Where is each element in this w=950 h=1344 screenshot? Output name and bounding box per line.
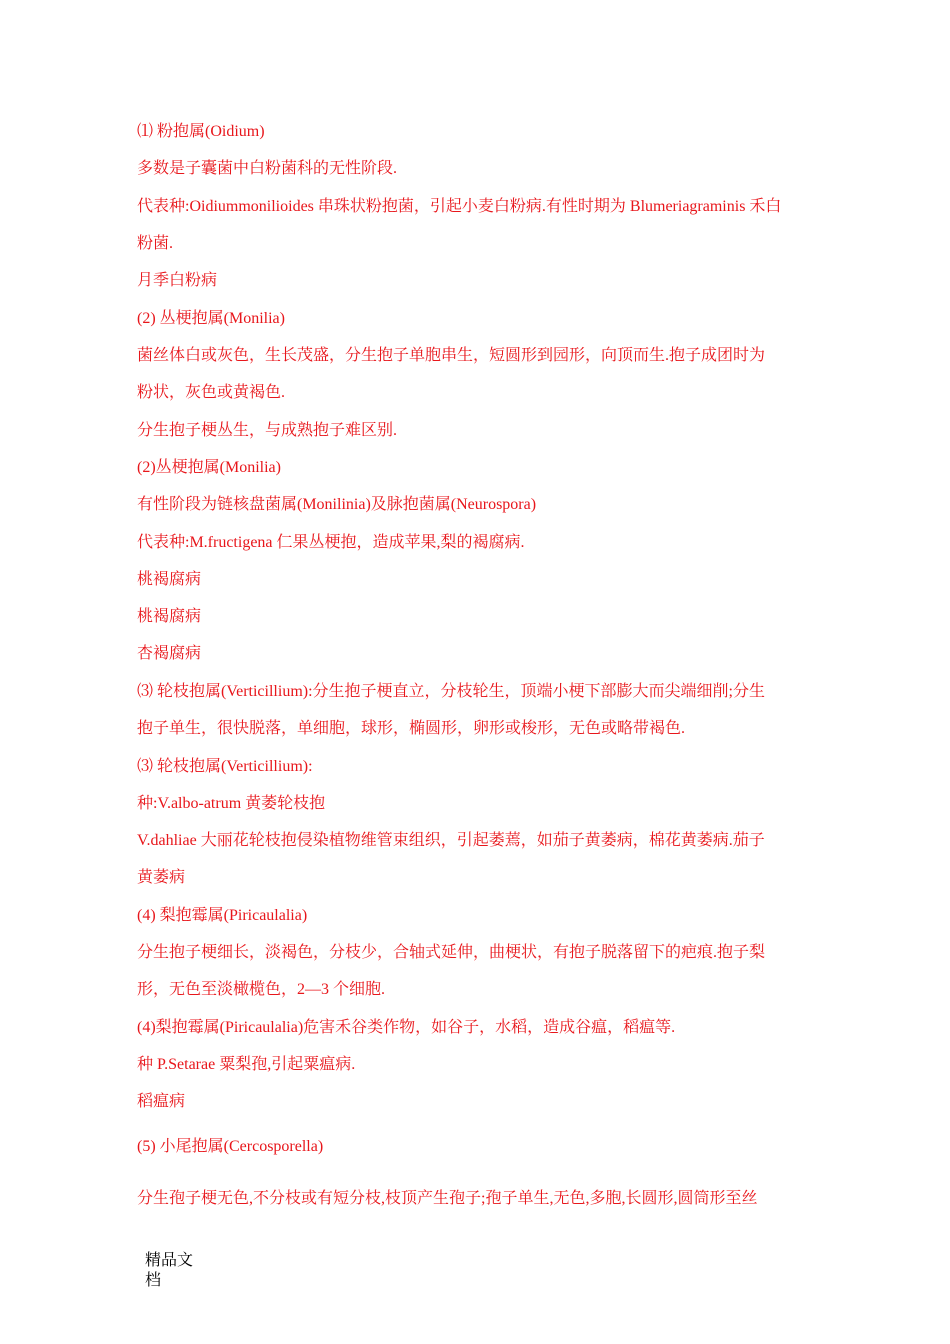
text-line: 粉菌. bbox=[137, 235, 174, 252]
text-line: 菌丝体白或灰色，生长茂盛，分生抱子单胞串生，短圆形到园形，向顶而生.抱子成团时为 bbox=[137, 347, 766, 364]
text-line: 分生抱子梗丛生，与成熟抱子难区别. bbox=[137, 422, 398, 439]
text-line: 多数是子囊菌中白粉菌科的无性阶段. bbox=[137, 160, 398, 177]
text-line: 稻瘟病 bbox=[137, 1093, 186, 1110]
text-line: 代表种:Oidiummonilioides 串珠状粉抱菌，引起小麦白粉病.有性时期为 Blumeriagraminis 禾白 bbox=[137, 198, 782, 215]
text-line: (4) 梨抱霉属(Piricaulalia) bbox=[137, 907, 308, 924]
text-line: 桃褐腐病 bbox=[137, 608, 202, 625]
text-line: 分生孢子梗无色,不分枝或有短分枝,枝顶产生孢子;孢子单生,无色,多胞,长圆形,圆筒形至丝 bbox=[137, 1190, 758, 1207]
page-footer: 精品文档 bbox=[145, 1252, 194, 1289]
text-line: 桃褐腐病 bbox=[137, 571, 202, 588]
text-line: 粉状，灰色或黄褐色. bbox=[137, 384, 286, 401]
text-line: 代表种:M.fructigena 仁果丛梗抱，造成苹果,梨的褐腐病. bbox=[137, 534, 525, 551]
text-line: (4)梨抱霉属(Piricaulalia)危害禾谷类作物，如谷子，水稻，造成谷瘟，稻瘟等. bbox=[137, 1019, 676, 1036]
text-line: ⑶ 轮枝抱属(Verticillium): bbox=[137, 758, 313, 775]
text-line: V.dahliae 大丽花轮枝抱侵染植物维管束组织，引起萎蔫，如茄子黄萎病，棉花黄萎病.茄子 bbox=[137, 832, 765, 849]
text-line: 黄萎病 bbox=[137, 869, 186, 886]
text-line: (2)丛梗抱属(Monilia) bbox=[137, 459, 281, 476]
text-line: 抱子单生，很快脱落，单细胞，球形，椭圆形，卵形或梭形，无色或略带褐色. bbox=[137, 720, 686, 737]
text-line: ⑴ 粉抱属(Oidium) bbox=[137, 123, 265, 140]
text-line: 杏褐腐病 bbox=[137, 645, 202, 662]
text-line: 种 P.Setarae 粟梨孢,引起粟瘟病. bbox=[137, 1056, 356, 1073]
text-line: ⑶ 轮枝抱属(Verticillium):分生抱子梗直立，分枝轮生，顶端小梗下部膨大而尖端细削;分生 bbox=[137, 683, 765, 700]
text-line: 分生抱子梗细长，淡褐色，分枝少，合轴式延伸，曲梗状，有抱子脱落留下的疤痕.抱子梨 bbox=[137, 944, 766, 961]
text-line: (2) 丛梗抱属(Monilia) bbox=[137, 310, 285, 327]
text-line: 形，无色至淡橄榄色，2—3 个细胞. bbox=[137, 981, 386, 998]
text-line: 有性阶段为链核盘菌属(Monilinia)及脉抱菌属(Neurospora) bbox=[137, 496, 537, 513]
text-line: (5) 小尾抱属(Cercosporella) bbox=[137, 1138, 324, 1155]
text-line: 种:V.albo-atrum 黄萎轮枝抱 bbox=[137, 795, 326, 812]
text-line: 月季白粉病 bbox=[137, 272, 218, 289]
